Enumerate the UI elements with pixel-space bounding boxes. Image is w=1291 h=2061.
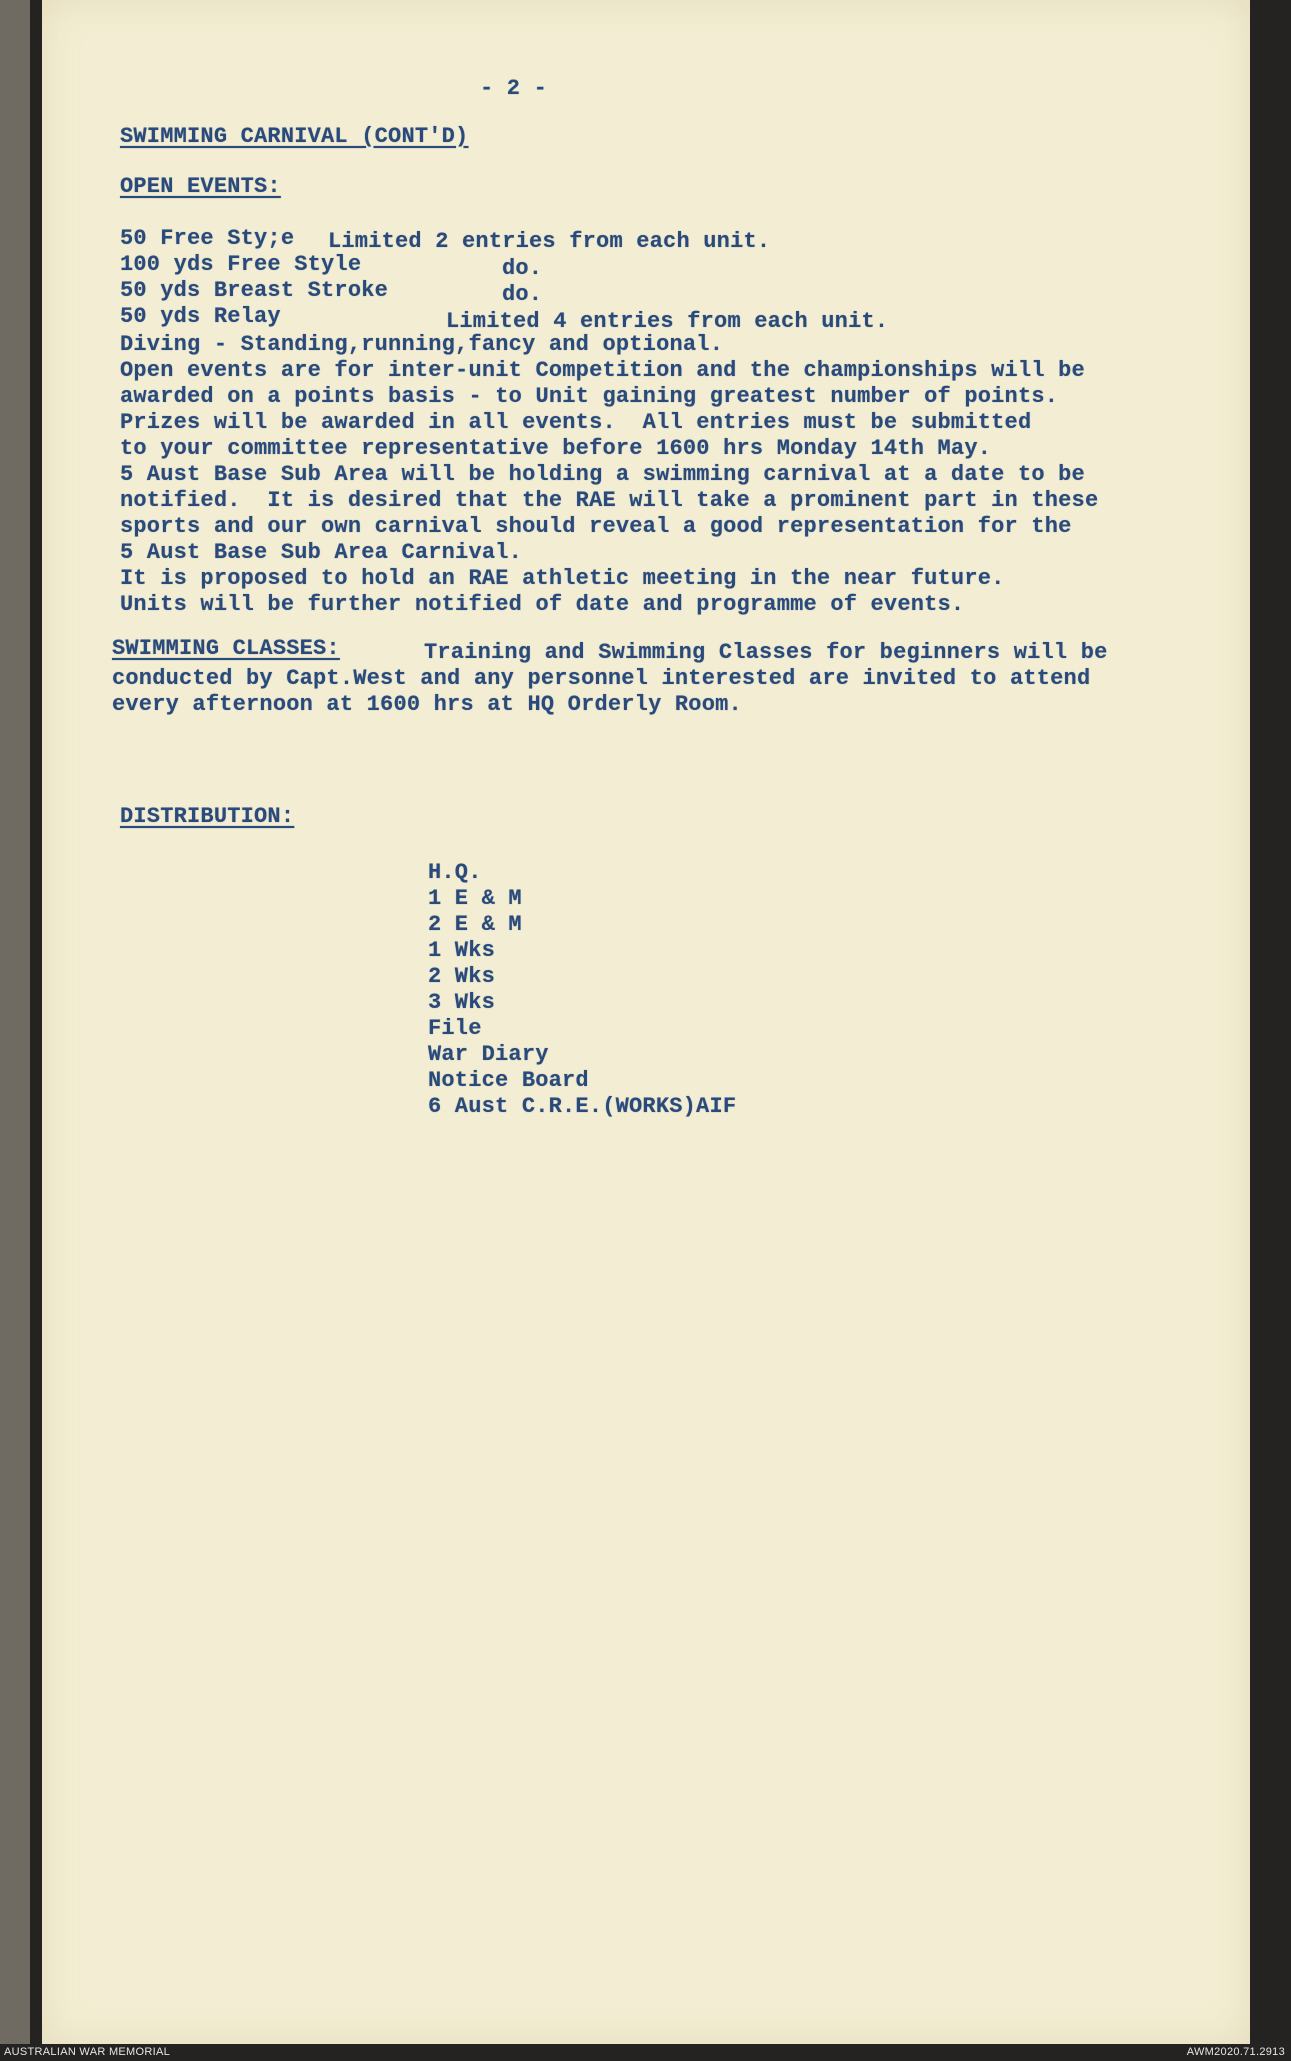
event-note: do. — [502, 256, 543, 281]
body-line: 5 Aust Base Sub Area will be holding a swimming carnival at a date to be — [120, 462, 1085, 487]
event-note: do. — [502, 282, 543, 307]
document-page — [42, 0, 1250, 2044]
distribution-heading: DISTRIBUTION: — [120, 804, 295, 829]
distribution-item: 6 Aust C.R.E.(WORKS)AIF — [428, 1094, 737, 1119]
distribution-item: 3 Wks — [428, 990, 496, 1015]
distribution-item: Notice Board — [428, 1068, 589, 1093]
section-heading: SWIMMING CARNIVAL (CONT'D) — [120, 124, 469, 149]
body-line: to your committee representative before 1600 hrs Monday 14th May. — [120, 436, 992, 461]
body-line: conducted by Capt.West and any personnel interested are invited to attend — [112, 666, 1091, 691]
body-line: 5 Aust Base Sub Area Carnival. — [120, 540, 523, 565]
body-line: awarded on a points basis - to Unit gaining greatest number of points. — [120, 384, 1059, 409]
scan-edge — [0, 0, 30, 2044]
footer-accession-number: AWM2020.71.2913 — [1186, 2046, 1285, 2058]
distribution-item: 2 E & M — [428, 912, 522, 937]
body-line: Diving - Standing,running,fancy and optional. — [120, 332, 724, 357]
event-name: 50 Free Sty;e — [120, 226, 295, 251]
event-name: 50 yds Relay — [120, 304, 281, 329]
event-note: Limited 4 entries from each unit. — [446, 309, 889, 334]
body-line: It is proposed to hold an RAE athletic meeting in the near future. — [120, 566, 1005, 591]
distribution-item: 2 Wks — [428, 964, 496, 989]
distribution-item: File — [428, 1016, 482, 1041]
page-number: - 2 - — [480, 76, 548, 101]
swimming-classes-heading: SWIMMING CLASSES: — [112, 636, 340, 661]
event-name: 50 yds Breast Stroke — [120, 278, 389, 303]
distribution-item: 1 E & M — [428, 886, 522, 911]
distribution-item: H.Q. — [428, 860, 482, 885]
footer-credit: AUSTRALIAN WAR MEMORIAL — [4, 2046, 171, 2058]
body-line: Training and Swimming Classes for beginners will be — [424, 640, 1108, 665]
event-note: Limited 2 entries from each unit. — [328, 229, 771, 254]
body-line: Units will be further notified of date and programme of events. — [120, 592, 965, 617]
distribution-item: 1 Wks — [428, 938, 496, 963]
event-name: 100 yds Free Style — [120, 252, 362, 277]
body-line: every afternoon at 1600 hrs at HQ Orderly Room. — [112, 692, 742, 717]
body-line: sports and our own carnival should reveal a good representation for the — [120, 514, 1072, 539]
body-line: notified. It is desired that the RAE will take a prominent part in these — [120, 488, 1099, 513]
body-line: Open events are for inter-unit Competition and the championships will be — [120, 358, 1085, 383]
body-line: Prizes will be awarded in all events. All entries must be submitted — [120, 410, 1032, 435]
distribution-item: War Diary — [428, 1042, 549, 1067]
open-events-heading: OPEN EVENTS: — [120, 174, 281, 199]
